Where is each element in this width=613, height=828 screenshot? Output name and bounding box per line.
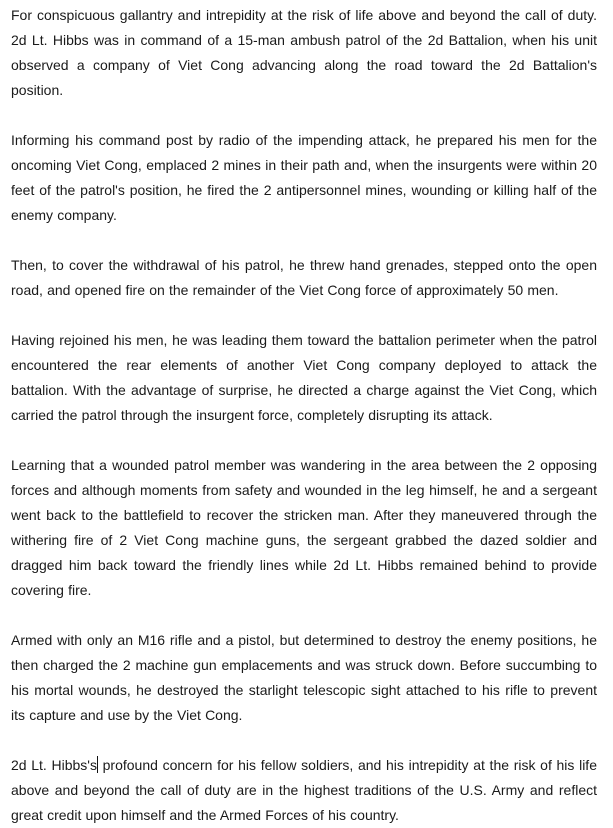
citation-paragraph-4: Having rejoined his men, he was leading them toward the battalion perimeter when the patrol encountered the rear elements of another Viet Cong company deployed to attack the battalion. With the advantage of surprise, he directed a charge against the Viet Cong, which carried the patrol through the insurgent force, completely disrupting its attack. (11, 332, 597, 423)
text-after-cursor: profound concern for his fellow soldiers, and his intrepidity at the risk of his life above and beyond the call of duty are in the highest traditions of the U.S. Army and reflect great credit upon himself and the Armed Forces of his country. (11, 757, 597, 823)
citation-paragraph-1: For conspicuous gallantry and intrepidity at the risk of life above and beyond the call of duty. 2d Lt. Hibbs was in command of a 15-man ambush patrol of the 2d Battalion, when his unit observed a company of Viet Cong advancing along the road toward the 2d Battalion's position. (11, 7, 597, 98)
text-before-cursor: 2d Lt. Hibbs's (11, 757, 97, 773)
document-body[interactable] (11, 3, 597, 828)
citation-paragraph-3: Then, to cover the withdrawal of his patrol, he threw hand grenades, stepped onto the open road, and opened fire on the remainder of the Viet Cong force of approximately 50 men. (11, 257, 597, 298)
citation-paragraph-2: Informing his command post by radio of the impending attack, he prepared his men for the oncoming Viet Cong, emplaced 2 mines in their path and, when the insurgents were within 20 feet of the patrol's position, he fired the 2 antipersonnel mines, wounding or killing half of the enemy company. (11, 132, 597, 223)
citation-paragraph-7 (11, 753, 597, 828)
citation-paragraph-6: Armed with only an M16 rifle and a pistol, but determined to destroy the enemy positions, he then charged the 2 machine gun emplacements and was struck down. Before succumbing to his mortal wounds, he destroyed the starlight telescopic sight attached to his rifle to prevent its capture and use by the Viet Cong. (11, 632, 597, 723)
citation-paragraph-5: Learning that a wounded patrol member was wandering in the area between the 2 opposing forces and although moments from safety and wounded in the leg himself, he and a sergeant went back to the battlefield to recover the stricken man. After they maneuvered through the withering fire of 2 Viet Cong machine guns, the sergeant grabbed the dazed soldier and dragged him back toward the friendly lines while 2d Lt. Hibbs remained behind to provide covering fire. (11, 457, 597, 598)
